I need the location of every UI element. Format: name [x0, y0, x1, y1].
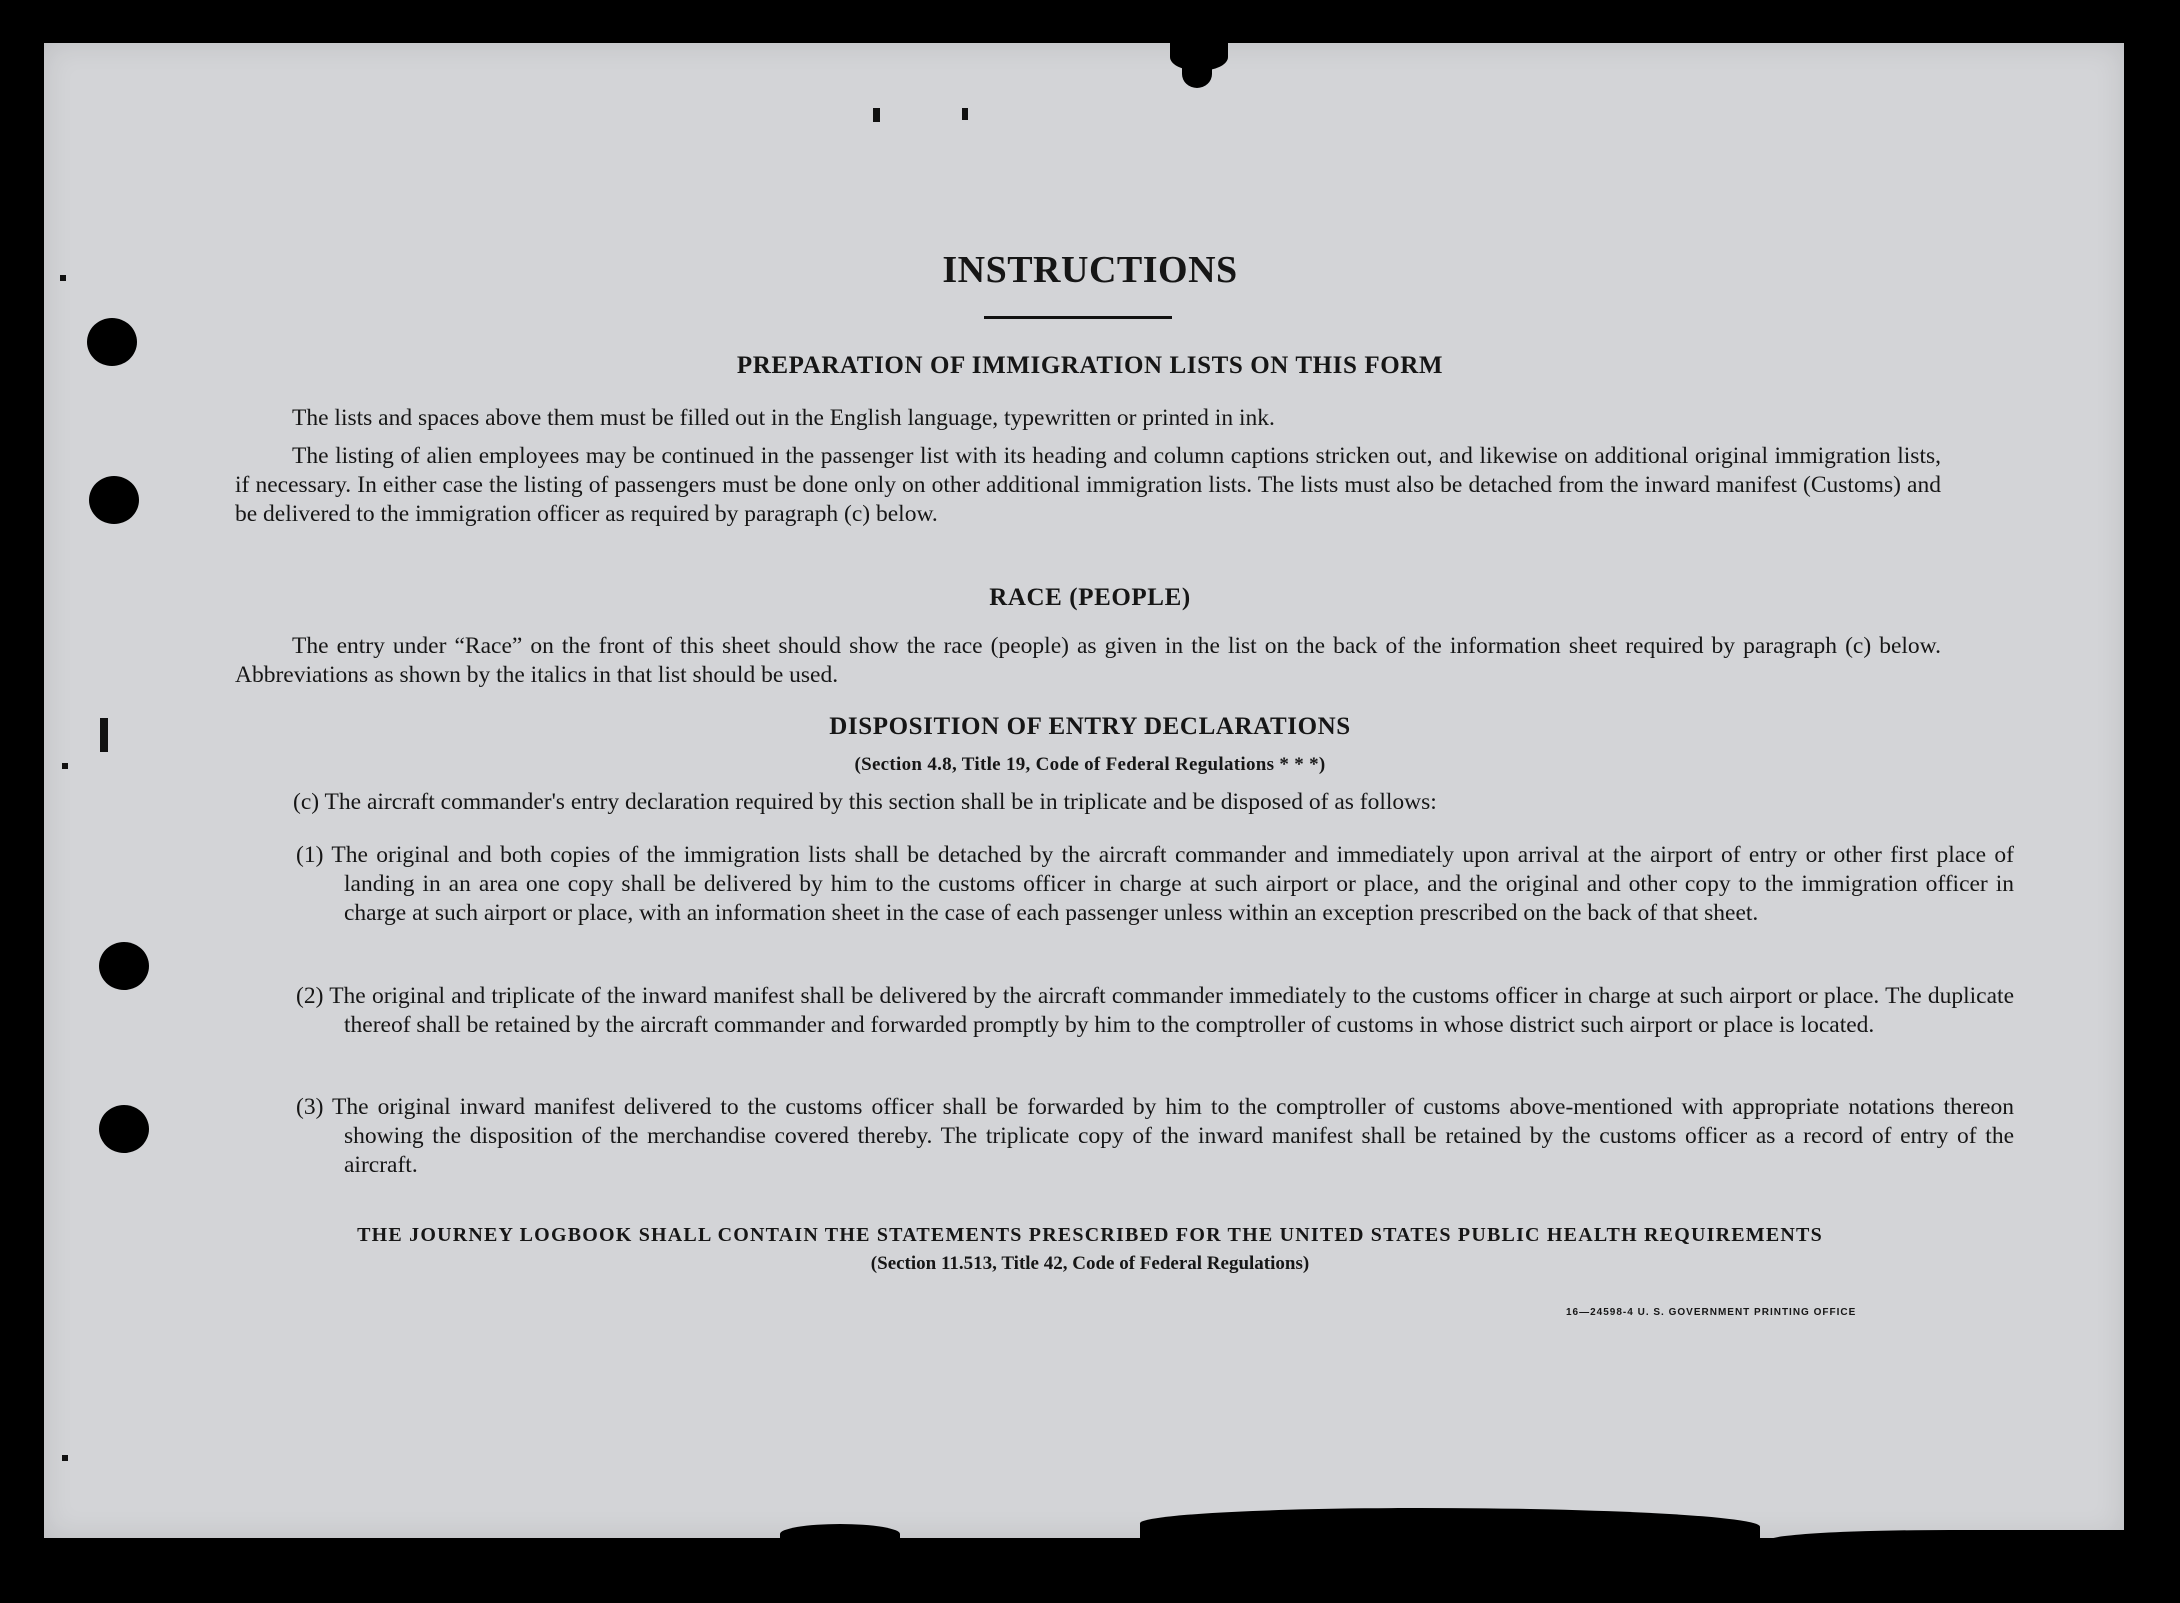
punch-hole-4	[99, 1105, 149, 1153]
bottom-tear	[1140, 1508, 1760, 1542]
paragraph-alien-employees: The listing of alien employees may be continued in the passenger list with its heading and column captions stricken out, and likewise on additional original immigration lists, if necessary. In either case the listing of passengers must be done only on other additional immigration lists. The lists must also be detached from the inward manifest (Customs) and be delivered to the immigration officer as required by paragraph (c) below.	[235, 443, 1941, 527]
bottom-tear-left	[780, 1524, 900, 1544]
paragraph-race: The entry under “Race” on the front of this sheet should show the race (people) as given in the list on the back of the information sheet required by paragraph (c) below. Abbreviations as shown by the italics in that list should be used.	[235, 633, 1941, 688]
title-underline	[984, 316, 1172, 319]
paragraph-c-intro: (c) The aircraft commander's entry declaration required by this section shall be in triplicate and be disposed of as follows:	[293, 789, 1437, 815]
ink-speck	[962, 108, 968, 120]
printer-code: 16—24598‑4 U. S. GOVERNMENT PRINTING OFFICE	[1566, 1307, 1857, 1318]
section-citation-disposition: (Section 4.8, Title 19, Code of Federal Regulations * * *)	[854, 754, 1326, 775]
list-item-2: (2) The original and triplicate of the inward manifest shall be delivered by the aircraft commander immediately to the customs officer in charge at such airport or place. The duplicate thereof shall be retained by the aircraft commander and forwarded promptly by him to the comptroller of customs in whose district such airport or place is located.	[296, 983, 2014, 1038]
list-item-1: (1) The original and both copies of the immigration lists shall be detached by the aircraft commander and immediately upon arrival at the airport of entry or other first place of landing in an area one copy shall be delivered by him to the customs officer in charge at such airport or place, and the original and other copy to the immigration officer in charge at such airport or place, with an information sheet in the case of each passenger unless within an exception prescribed on the back of that sheet.	[296, 842, 2014, 926]
footer-citation: (Section 11.513, Title 42, Code of Federal Regulations)	[870, 1253, 1310, 1274]
ink-speck	[873, 108, 880, 122]
punch-hole-2	[89, 476, 139, 524]
ink-speck	[62, 1455, 68, 1461]
bottom-tear-right	[1770, 1530, 2130, 1550]
section-heading-disposition: DISPOSITION OF ENTRY DECLARATIONS	[829, 713, 1351, 740]
page-title: INSTRUCTIONS	[942, 249, 1238, 291]
section-heading-race: RACE (PEOPLE)	[989, 584, 1191, 611]
footer-health-requirements: THE JOURNEY LOGBOOK SHALL CONTAIN THE STATEMENTS PRESCRIBED FOR THE UNITED STATES PUBLIC HEALTH REQUIREMENTS	[357, 1224, 1823, 1246]
list-item-3: (3) The original inward manifest delivered to the customs officer shall be forwarded by him to the comptroller of customs above-mentioned with appropriate notations thereon showing the disposition of the merchandise covered thereby. The triplicate copy of the inward manifest shall be retained by the customs officer as a record of entry of the aircraft.	[296, 1094, 2014, 1178]
punch-hole-3	[99, 942, 149, 990]
top-tear-small	[1182, 60, 1212, 88]
paragraph-english-language: The lists and spaces above them must be filled out in the English language, typewritten or printed in ink.	[292, 405, 1275, 431]
section-heading-preparation: PREPARATION OF IMMIGRATION LISTS ON THIS FORM	[736, 352, 1444, 379]
